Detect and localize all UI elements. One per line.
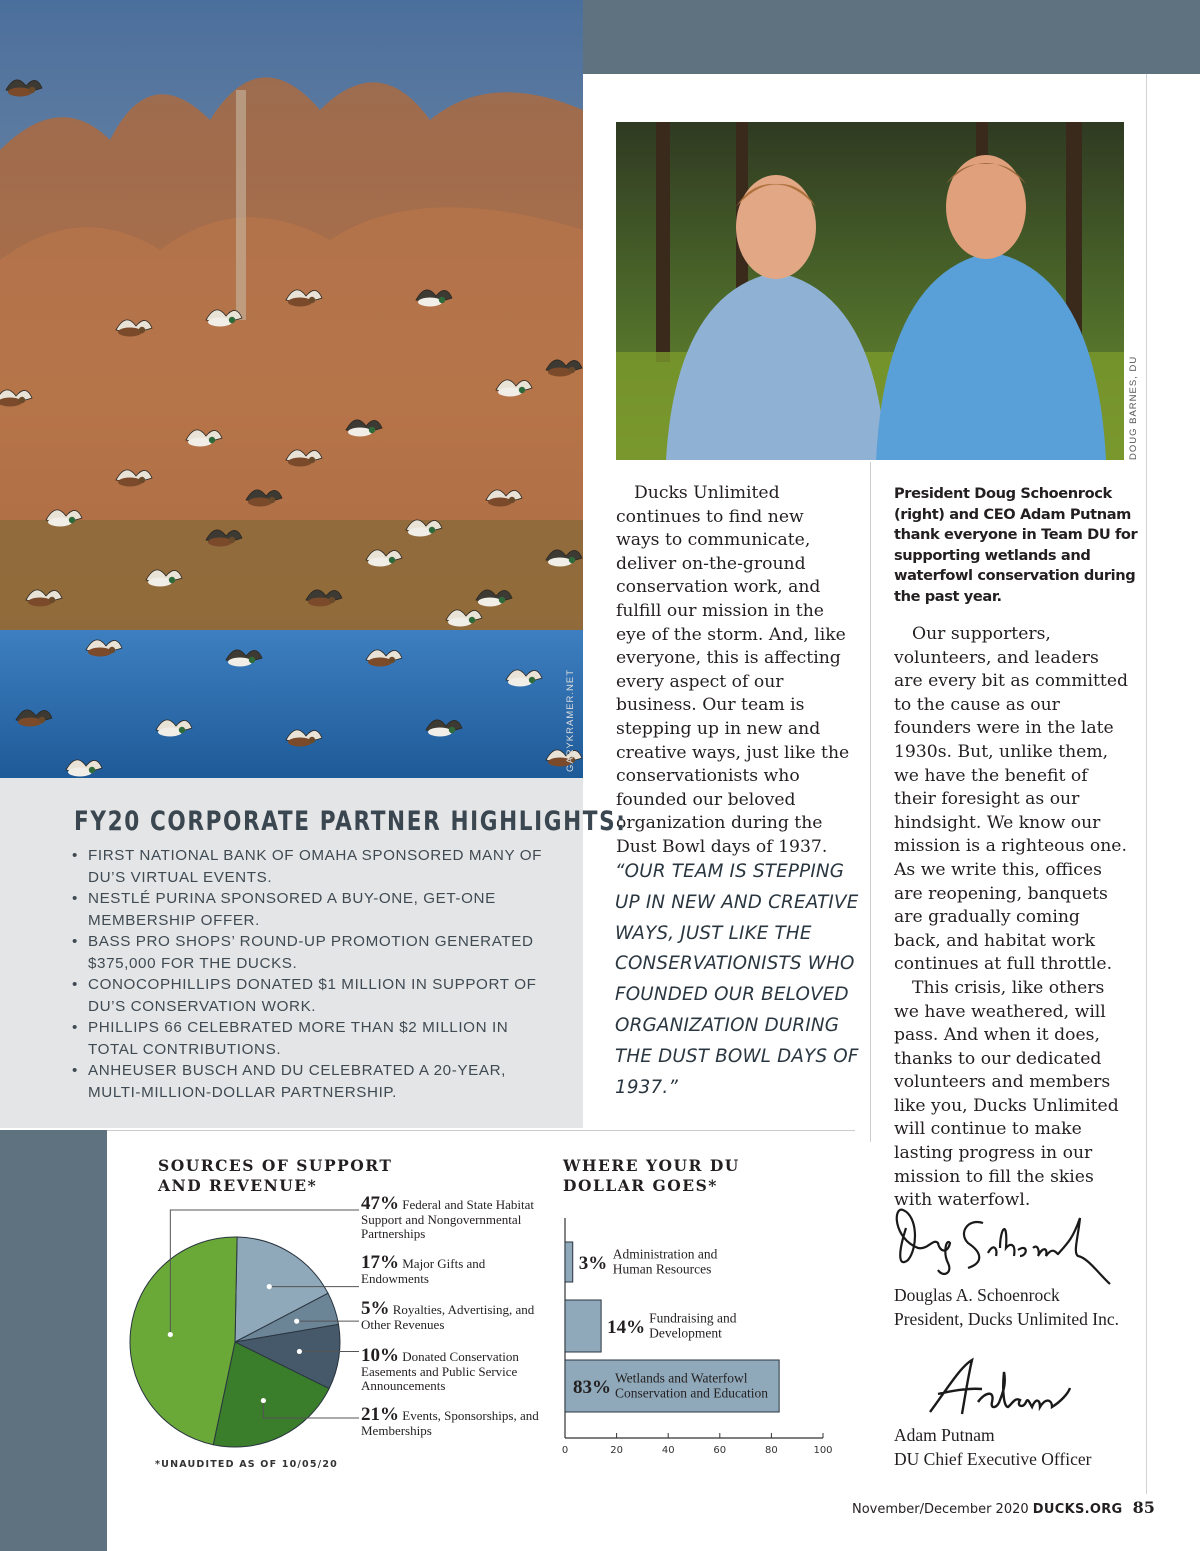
column-rule (870, 462, 871, 1142)
bar-x-tick-label: 60 (713, 1445, 727, 1456)
ducks-photo (0, 0, 583, 778)
bar-value-label: 83% (573, 1377, 611, 1398)
pie-legend-item (361, 1345, 546, 1394)
header-color-bar (583, 0, 1200, 74)
list-item: • CONOCOPHILLIPS DONATED $1 MILLION IN SUPPORT OF DU’S CONSERVATION WORK. (72, 974, 562, 1017)
signer-title: President, Ducks Unlimited Inc. (894, 1308, 1120, 1329)
signature-schoenrock (888, 1198, 1128, 1293)
highlights-list (72, 845, 562, 1103)
body-text-left (616, 482, 852, 860)
pie-legend-item (361, 1252, 521, 1286)
pie-legend-label: Federal and State Habitat Support and Nongovernmental Partnerships (361, 1197, 535, 1241)
list-item: • ANHEUSER BUSCH AND DU CELEBRATED A 20-YEAR, MULTI-MILLION-DOLLAR PARTNERSHIP. (72, 1060, 562, 1103)
website: DUCKS.ORG (1032, 1502, 1123, 1517)
pie-legend-item (361, 1298, 541, 1332)
bar-x-tick-label: 20 (610, 1445, 623, 1456)
bar (565, 1300, 601, 1352)
pie-legend-label: Royalties, Advertising, and Other Revenues (361, 1302, 535, 1332)
issue-date: November/December 2020 (852, 1502, 1029, 1517)
signer-block (894, 1424, 1091, 1471)
photo-caption: President Doug Schoenrock (right) and CEO Adam Putnam thank everyone in Team DU for supporting wetlands and waterfowl conservation during the past year. (894, 485, 1138, 605)
list-item: • PHILLIPS 66 CELEBRATED MORE THAN $2 MILLION IN TOTAL CONTRIBUTIONS. (72, 1017, 562, 1060)
pie-legend-label: Events, Sponsorships, and Memberships (361, 1408, 539, 1438)
left-color-bar (0, 1130, 107, 1551)
bar-category-label: Wetlands and Waterfowl Conservation and Education (615, 1370, 768, 1401)
body-paragraph: Our supporters, volunteers, and leaders are every bit as committed to the cause as our founders were in the late 1930s. But, unlike them, we have the benefit of their foresight as our hindsight. We know our mission is a righteous one. As we write this, offices are reopening, banquets are gradually coming back, and habitat work continues at full throttle. (894, 624, 1128, 975)
page-number: 85 (1132, 1498, 1155, 1517)
bar-chart (555, 1210, 855, 1460)
bar-x-tick-label: 0 (561, 1445, 569, 1456)
bar-x-tick-label: 80 (765, 1445, 778, 1456)
pie-leader-dot (261, 1398, 266, 1403)
pie-leader-dot (267, 1284, 272, 1289)
body-paragraph: This crisis, like others we have weathered, will pass. And when it does, thanks to our dedicated volunteers and members like you, Ducks Unlimited will continue to make lasting progress in our mission to fill the skies with waterfowl. (894, 977, 1119, 1211)
page-footer (852, 1498, 1155, 1517)
highlights-title: FY20 CORPORATE PARTNER HIGHLIGHTS: (74, 806, 627, 837)
portrait-photo-credit: DOUG BARNES, DU (1128, 355, 1139, 460)
pie-legend-pct: 10% (361, 1345, 399, 1366)
bar-category-label: Fundraising and Development (649, 1310, 737, 1341)
pie-legend-pct: 5% (361, 1298, 390, 1319)
pie-legend-pct: 47% (361, 1193, 399, 1214)
bar-x-tick-label: 100 (813, 1445, 833, 1456)
list-item: • FIRST NATIONAL BANK OF OMAHA SPONSORED MANY OF DU’S VIRTUAL EVENTS. (72, 845, 562, 888)
right-margin-rule (1146, 74, 1147, 1494)
signer-name: Douglas A. Schoenrock (894, 1285, 1060, 1305)
signer-block (894, 1284, 1119, 1331)
ducks-photo-credit: GARYKRAMER.NET (565, 668, 576, 772)
chart-footnote: *UNAUDITED AS OF 10/05/20 (155, 1459, 338, 1470)
pie-legend-pct: 21% (361, 1404, 399, 1425)
pie-legend-label: Donated Conservation Easements and Public Service Announcements (361, 1349, 519, 1393)
pull-quote: “OUR TEAM IS STEPPING UP IN NEW AND CREATIVE WAYS, JUST LIKE THE CONSERVATIONISTS WHO FOUNDED OUR BELOVED ORGANIZATION DURING THE DUST BOWL DAYS OF 1937.” (615, 861, 859, 1098)
pie-chart-title: SOURCES OF SUPPORT AND REVENUE* (158, 1156, 393, 1195)
signature-putnam (920, 1352, 1080, 1422)
bar-value-label: 3% (578, 1253, 608, 1274)
pie-legend-pct: 17% (361, 1252, 399, 1273)
bar-value-label: 14% (607, 1317, 646, 1338)
pie-legend-label: Major Gifts and Endowments (361, 1256, 486, 1286)
body-paragraph: Ducks Unlimited continues to find new ways to communicate, deliver on-the-ground conservation work, and fulfill our mission in the eye of the storm. And, like everyone, this is affecting every aspect of our business. Our team is stepping up in new and creative ways, just like the conservationists who founded our beloved organization during the Dust Bowl days of 1937. (616, 483, 850, 857)
pie-legend-item (361, 1193, 551, 1242)
list-item: • NESTLÉ PURINA SPONSORED A BUY-ONE, GET-ONE MEMBERSHIP OFFER. (72, 888, 562, 931)
bar-chart-title: WHERE YOUR DU DOLLAR GOES* (563, 1156, 740, 1195)
signer-name: Adam Putnam (894, 1425, 995, 1445)
portrait-photo (616, 122, 1124, 460)
pie-leader-dot (297, 1349, 302, 1354)
bar (565, 1242, 573, 1282)
signer-title: DU Chief Executive Officer (894, 1448, 1092, 1469)
bar-category-label: Administration and Human Resources (612, 1246, 718, 1277)
pie-legend-item (361, 1404, 541, 1438)
pie-leader-dot (168, 1332, 173, 1337)
body-text-right (894, 623, 1130, 1213)
list-item: • BASS PRO SHOPS’ ROUND-UP PROMOTION GENERATED $375,000 FOR THE DUCKS. (72, 931, 562, 974)
pie-leader-dot (294, 1319, 299, 1324)
bar-x-tick-label: 40 (661, 1445, 675, 1456)
section-rule (107, 1130, 855, 1131)
